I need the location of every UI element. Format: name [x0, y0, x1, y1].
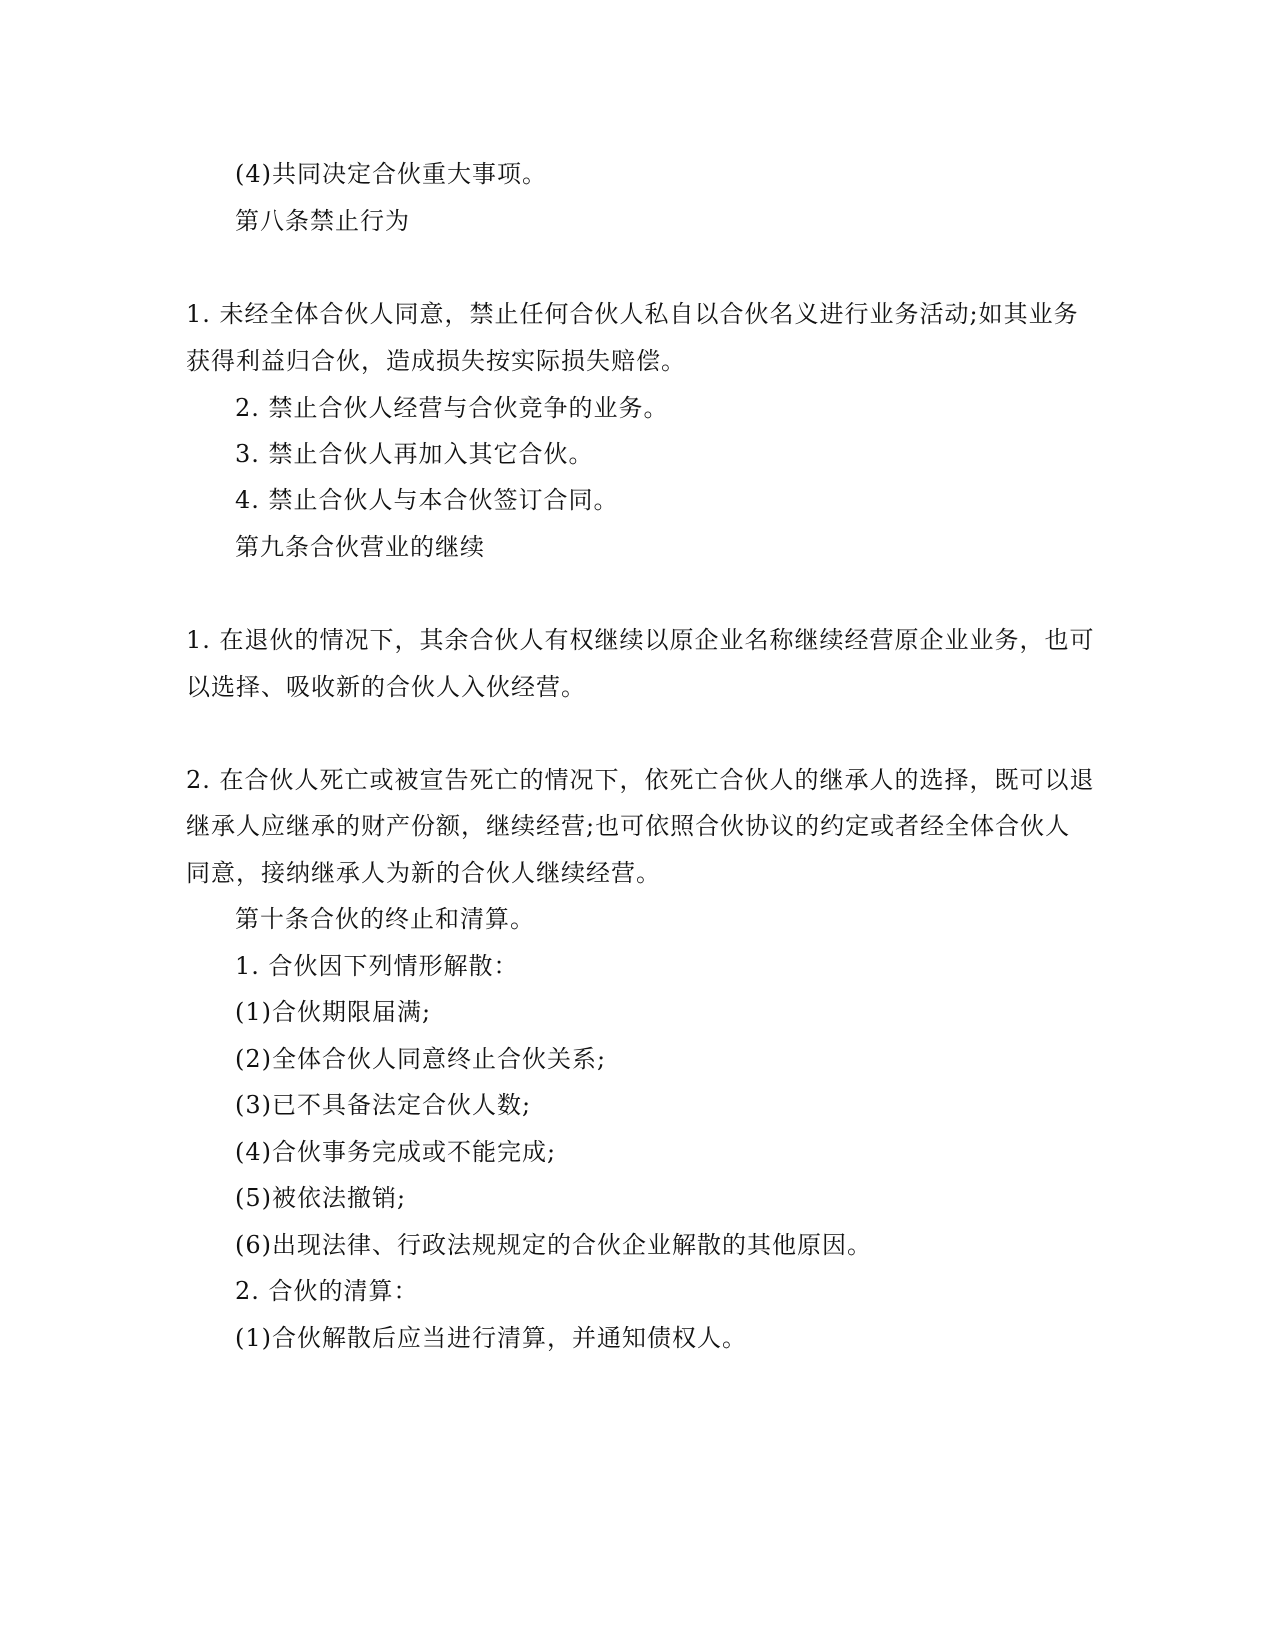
text-line: 1. 在退伙的情况下，其余合伙人有权继续以原企业名称继续经营原企业业务，也可 — [186, 626, 1095, 654]
text-line: (5)被依法撤销; — [235, 1184, 407, 1212]
text-line: 1. 未经全体合伙人同意，禁止任何合伙人私自以合伙名义进行业务活动;如其业务 — [186, 300, 1079, 328]
text-line: 1. 合伙因下列情形解散： — [235, 952, 519, 980]
text-line: 同意，接纳继承人为新的合伙人继续经营。 — [186, 859, 661, 887]
text-line: 3. 禁止合伙人再加入其它合伙。 — [235, 440, 594, 468]
text-line: 2. 合伙的清算： — [235, 1277, 419, 1305]
section-heading: 第九条合伙营业的继续 — [235, 533, 485, 561]
text-line: (4)合伙事务完成或不能完成; — [235, 1138, 557, 1166]
text-line: (1)合伙期限届满; — [235, 998, 432, 1026]
text-line: (3)已不具备法定合伙人数; — [235, 1091, 532, 1119]
text-line: 继承人应继承的财产份额，继续经营;也可依照合伙协议的约定或者经全体合伙人 — [186, 812, 1071, 840]
text-line: (1)合伙解散后应当进行清算，并通知债权人。 — [235, 1324, 747, 1352]
text-line: 2. 禁止合伙人经营与合伙竞争的业务。 — [235, 394, 669, 422]
section-heading: 第十条合伙的终止和清算。 — [235, 905, 535, 933]
text-line: 获得利益归合伙，造成损失按实际损失赔偿。 — [186, 347, 686, 375]
text-line: 以选择、吸收新的合伙人入伙经营。 — [186, 673, 586, 701]
text-line: (6)出现法律、行政法规规定的合伙企业解散的其他原因。 — [235, 1231, 872, 1259]
text-line: 4. 禁止合伙人与本合伙签订合同。 — [235, 486, 619, 514]
text-line: 2. 在合伙人死亡或被宣告死亡的情况下，依死亡合伙人的继承人的选择，既可以退 — [186, 766, 1095, 794]
section-heading: 第八条禁止行为 — [235, 207, 410, 235]
text-line: (2)全体合伙人同意终止合伙关系; — [235, 1045, 607, 1073]
text-line: (4)共同决定合伙重大事项。 — [235, 160, 547, 188]
